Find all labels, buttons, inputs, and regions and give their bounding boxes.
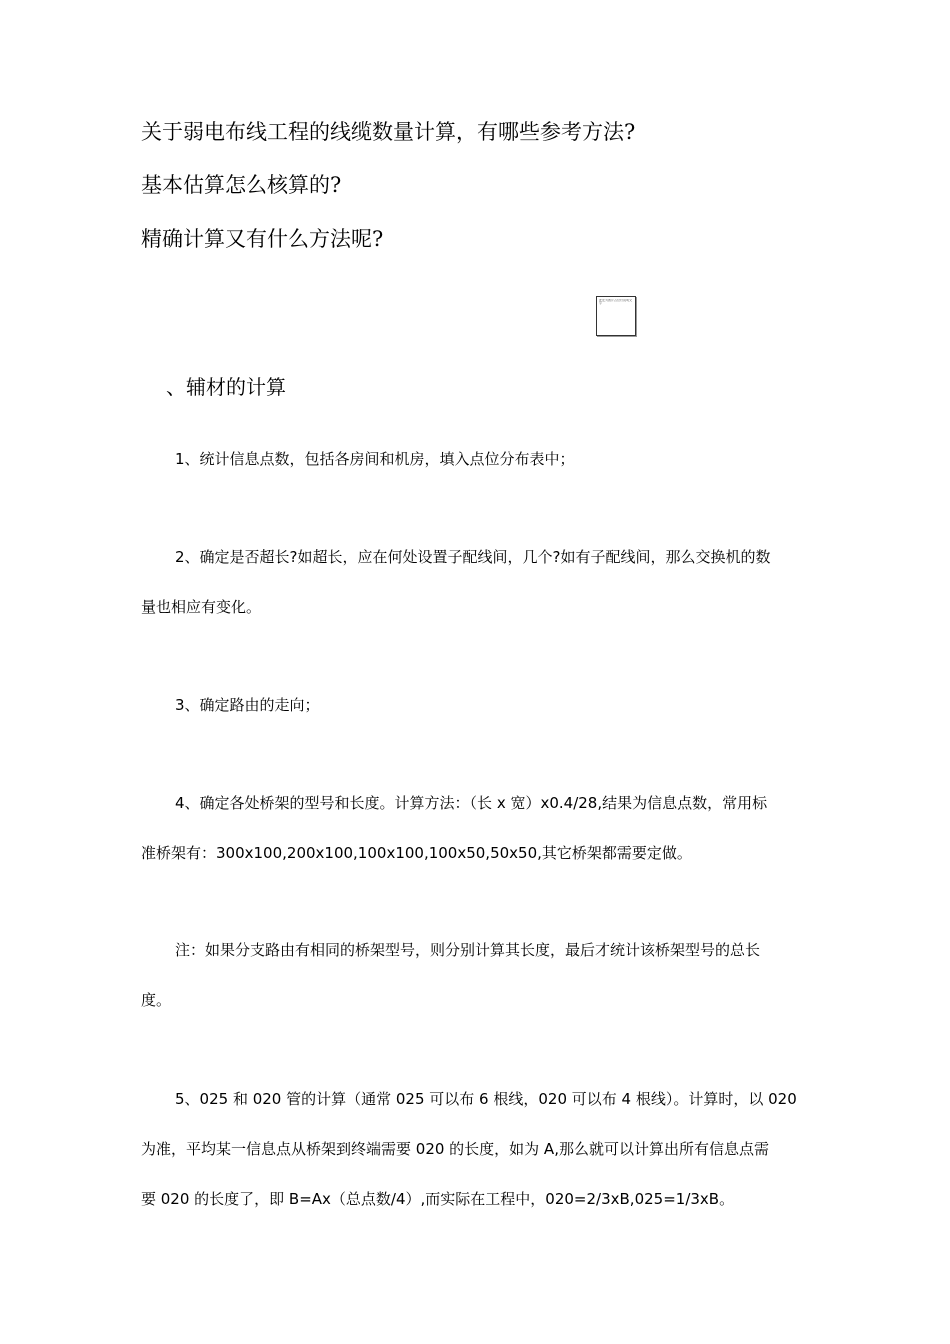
paragraph-line: 5、025 和 020 管的计算（通常 025 可以布 6 根线，020 可以布 4 根线）。计算时，以 020 [175,1090,797,1108]
question-1: 关于弱电布线工程的线缆数量计算，有哪些参考方法? [141,120,636,144]
paragraph-line: 度。 [141,991,172,1009]
paragraph-line: 为准，平均某一信息点从桥架到终端需要 020 的长度，如为 A,那么就可以计算出所有信息点需 [141,1140,769,1158]
paragraph-line: 量也相应有变化。 [141,598,262,616]
paragraph-line: 3、确定路由的走向； [175,696,320,714]
question-3: 精确计算又有什么方法呢? [141,227,384,251]
paragraph-2 [141,532,811,632]
embedded-image [596,296,636,336]
section-heading: 、辅材的计算 [166,375,286,399]
paragraph-3 [141,680,811,730]
paragraph-line: 注：如果分支路由有相同的桥架型号，则分别计算其长度，最后才统计该桥架型号的总长 [175,941,761,959]
question-2: 基本估算怎么核算的? [141,173,342,197]
note-paragraph [141,925,811,1025]
paragraph-line: 4、确定各处桥架的型号和长度。计算方法：（长 x 宽）x0.4/28,结果为信息点数，常用标 [175,794,768,812]
paragraph-line: 1、统计信息点数，包括各房间和机房，填入点位分布表中； [175,450,575,468]
image-caption: 此处为图片占位符说明文字 [599,299,633,305]
paragraph-line: 准桥架有：300x100,200x100,100x100,100x50,50x50,其它桥架都需要定做。 [141,844,692,862]
paragraph-line: 要 020 的长度了，即 B=Ax（总点数/4）,而实际在工程中，020=2/3xB,025=1/3xB。 [141,1190,735,1208]
paragraph-5 [141,1074,811,1224]
paragraph-line: 2、确定是否超长?如超长，应在何处设置子配线间，几个?如有子配线间，那么交换机的数 [175,548,771,566]
paragraph-4 [141,778,811,878]
paragraph-1 [141,434,811,484]
